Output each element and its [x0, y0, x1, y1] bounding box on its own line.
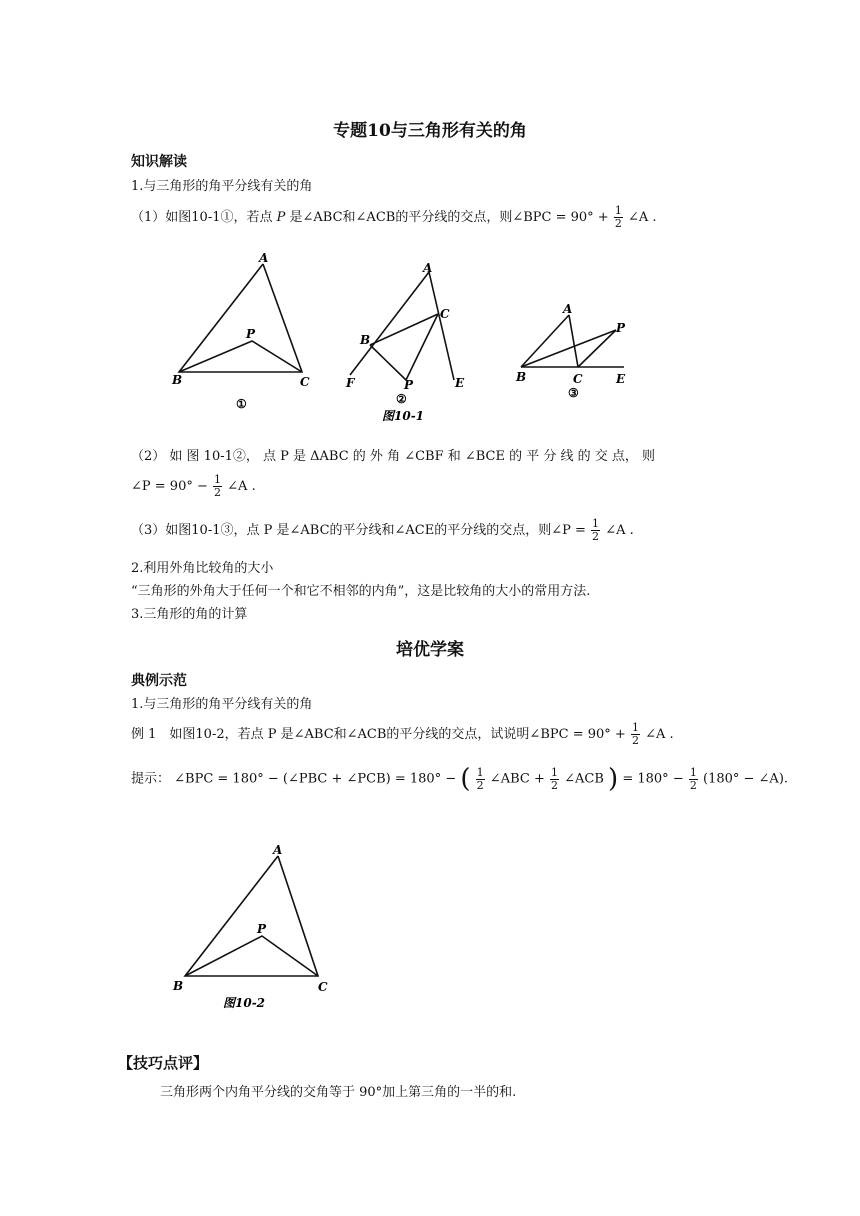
ex1-pre: 例 1 如图10-2，若点 P 是∠ABC和∠ACB的平分线的交点，试说明∠BPC = 90° + [131, 727, 626, 742]
fig1-t1-label-B: B [172, 373, 183, 387]
ex1-end: ∠A . [645, 727, 674, 742]
fig1-t1-label-P: P [246, 327, 256, 341]
knowledge-paragraph-2-line1: （2） 如 图 10-1②， 点 P 是 ΔABC 的 外 角 ∠CBF 和 ∠BCE 的 平 分 线 的 交 点， 则 [131, 449, 656, 464]
fraction-one-half: $\frac{1}{2}$ [614, 204, 622, 230]
fraction-one-half: $\frac{1}{2}$ [476, 765, 484, 792]
fig2-label-B: B [173, 979, 184, 993]
knowledge-item2-title: 2.利用外角比较角的大小 [131, 561, 274, 576]
figure1-triangle3 [521, 315, 624, 367]
hint-term1: ∠ABC + [489, 771, 545, 787]
p1-mid: 是∠ABC和∠ACB的平分线的交点，则∠BPC = 90° + [289, 210, 609, 225]
fig1-t2-label-F: F [346, 376, 355, 390]
figure1-triangle1-labels [171, 251, 310, 411]
fraction-one-half: $\frac{1}{2}$ [689, 765, 697, 792]
knowledge-paragraph-1 [131, 205, 657, 230]
fig1-t2-label-E: E [455, 376, 465, 390]
tip-text: 三角形两个内角平分线的交角等于 90°加上第三角的一半的和. [160, 1085, 517, 1100]
fig2-label-C: C [318, 980, 328, 994]
hint-paren-open: ( [460, 764, 471, 794]
fig1-sub-label-3: ③ [568, 386, 579, 400]
fig1-t3-label-A: A [563, 302, 573, 316]
fig1-t3-label-C: C [573, 372, 583, 386]
knowledge-paragraph-2-line2 [131, 474, 256, 499]
knowledge-item1-title: 1.与三角形的角平分线有关的角 [131, 179, 313, 194]
fig1-sub-label-1: ① [236, 397, 247, 411]
figure-10-2 [165, 835, 345, 1015]
fig1-t2-label-P: P [404, 378, 414, 392]
figure2-edges [185, 856, 318, 976]
hint-mid: = 180° − [622, 771, 684, 787]
figure1-triangle1 [179, 264, 302, 372]
fig1-t3-label-B: B [516, 370, 527, 384]
p1-point: P [276, 210, 286, 225]
p1-pre: （1）如图10-1①，若点 [131, 210, 273, 225]
figure2-triangle [185, 856, 318, 976]
fig1-sub-label-2: ② [396, 392, 407, 406]
figure-10-1 [160, 250, 660, 430]
hint-term2: ∠ACB [564, 771, 604, 787]
fig1-t2-label-C: C [440, 307, 450, 321]
hint-paren-close: ) [608, 764, 619, 794]
fig1-t1-label-C: C [300, 375, 310, 389]
examples-item1-title: 1.与三角形的角平分线有关的角 [131, 697, 313, 712]
fig2-label-P: P [257, 922, 267, 936]
knowledge-item2-text: “三角形的外角大于任何一个和它不相邻的内角”，这是比较角的大小的常用方法. [131, 584, 591, 599]
fraction-one-half: $\frac{1}{2}$ [550, 765, 558, 792]
fraction-one-half: $\frac{1}{2}$ [631, 721, 639, 747]
fig1-t3-label-P: P [616, 321, 626, 335]
fig1-t2-label-B: B [360, 333, 371, 347]
hint-end: (180° − ∠A). [703, 771, 789, 787]
fraction-one-half: $\frac{1}{2}$ [214, 473, 222, 499]
tip-title: 【技巧点评】 [118, 1054, 209, 1072]
knowledge-item3-title: 3.三角形的角的计算 [131, 607, 248, 622]
fig1-t3-label-E: E [616, 372, 626, 386]
triangle1-bisectors [179, 341, 302, 372]
section-heading-examples: 典例示范 [131, 673, 187, 689]
fig1-t1-label-A: A [259, 251, 269, 265]
triangle1-edges [179, 264, 302, 372]
example-1 [131, 722, 674, 747]
figure-10-1-caption: 图10-1 [382, 409, 425, 423]
section-heading-knowledge: 知识解读 [131, 154, 187, 170]
figure1-triangle2 [350, 272, 454, 380]
fig2-label-A: A [273, 843, 283, 857]
p2-pre: ∠P = 90° − [131, 479, 208, 494]
figure-10-2-caption: 图10-2 [223, 996, 266, 1010]
figure1-triangle3-labels [515, 302, 626, 400]
knowledge-paragraph-3 [131, 518, 634, 543]
p1-end: ∠A . [627, 210, 657, 225]
figure2-bisectors [185, 936, 318, 976]
example-1-hint [131, 764, 788, 794]
p3-end: ∠A . [605, 523, 634, 538]
p3-pre: （3）如图10-1③，点 P 是∠ABC的平分线和∠ACE的平分线的交点，则∠P = [131, 523, 586, 538]
section-title-peiyou: 培优学案 [396, 640, 464, 660]
fig1-t2-label-A: A [423, 261, 433, 275]
hint-pre: 提示： ∠BPC = 180° − (∠PBC + ∠PCB) = 180° − [131, 771, 457, 787]
p2-end: ∠A . [227, 479, 256, 494]
fraction-one-half: $\frac{1}{2}$ [592, 517, 600, 543]
figure1-triangle2-labels [345, 261, 465, 423]
page-title: 专题10与三角形有关的角 [333, 121, 527, 141]
